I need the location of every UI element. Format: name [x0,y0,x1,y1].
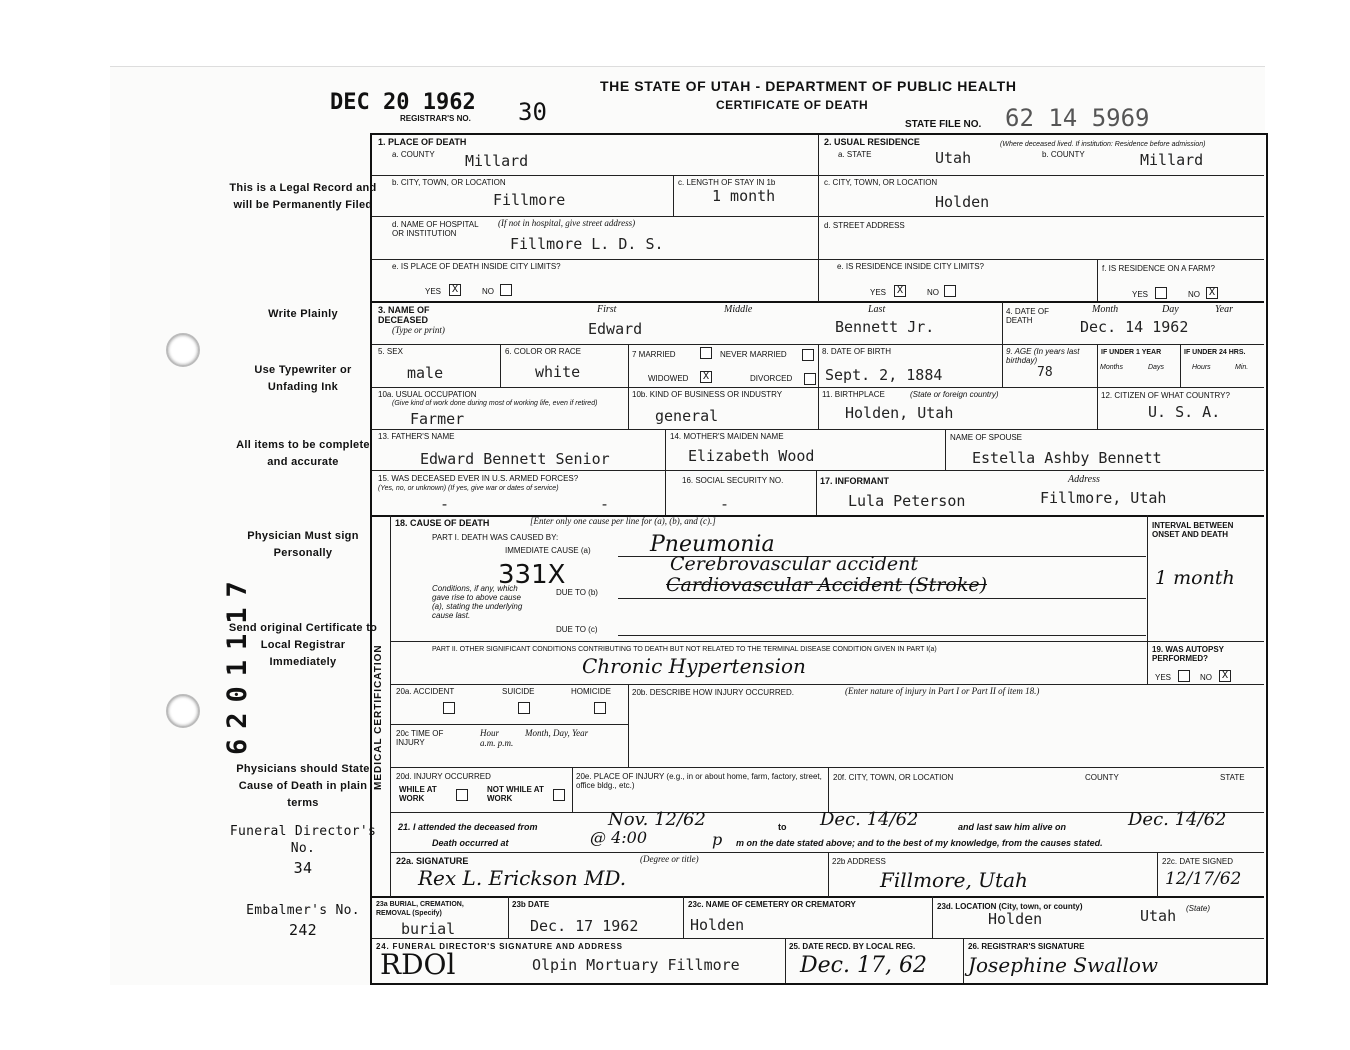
injury-city-label: 20f. CITY, TOWN, OR LOCATION [833,773,954,782]
usual-residence-label: 2. USUAL RESIDENCE [824,137,920,147]
birthplace-label: 11. BIRTHPLACE [822,390,885,399]
inside-city-limits-label: e. IS PLACE OF DEATH INSIDE CITY LIMITS? [392,262,561,271]
place-of-injury-label: 20e. PLACE OF INJURY (e.g., in or about home, farm, factory, street, office bldg., etc.) [576,772,822,790]
month-label: Month [1092,304,1119,315]
certificate-title: CERTIFICATE OF DEATH [716,98,869,112]
accident-label: 20a. ACCIDENT [396,687,455,696]
divorced-label: DIVORCED [750,374,793,383]
vertical-serial-number: 6201117 [222,571,253,755]
social-security-label: 16. SOCIAL SECURITY NO. [682,476,784,485]
middle-label: Middle [724,304,753,315]
registrar-signature-label: 26. REGISTRAR'S SIGNATURE [968,942,1085,951]
time-of-injury-label: 20c TIME OF INJURY [396,729,444,747]
date-of-death-label: 4. DATE OF DEATH [1006,307,1049,325]
occupation-note: (Give kind of work done during most of working life, even if retired) [392,400,598,407]
city-limits-yes-checkbox[interactable]: X [449,284,461,296]
conditions-note: Conditions, if any, which gave rise to above cause (a), stating the underlying cause last. [432,584,523,620]
punch-hole [166,333,200,367]
received-stamp: DEC 20 1962 [330,90,476,115]
burial-label: 23a BURIAL, CREMATION, REMOVAL (Specify) [376,901,464,917]
first-label: First [597,304,617,315]
burial-date-value: Dec. 17 1962 [530,917,639,935]
embalmer-no: 242 [289,921,317,939]
birthplace-note: (State or foreign country) [910,390,999,399]
burial-state-value: Utah [1140,907,1177,925]
burial-location-value: Holden [988,910,1043,928]
divorced-checkbox[interactable] [804,373,816,385]
under-one-year-label: IF UNDER 1 YEAR [1101,349,1162,356]
date-signed-label: 22c. DATE SIGNED [1162,857,1233,866]
residence-note: (Where deceased lived. If institution: Residence before admission) [1000,141,1206,148]
days-label: Days [1148,364,1164,371]
under-24-hrs-label: IF UNDER 24 HRS. [1184,349,1246,356]
part-two-value: Chronic Hypertension [582,654,806,678]
part-two-label: PART II. OTHER SIGNIFICANT CONDITIONS CONTRIBUTING TO DEATH BUT NOT RELATED TO THE TERMINAL DISEASE CONDITION GIVEN IN PART I(a) [432,646,937,653]
attended-label: 21. I attended the deceased from [398,822,538,832]
day-label: Day [1162,304,1179,315]
registrar-no-label: REGISTRAR'S NO. [400,114,471,123]
due-to-b-struck-value: Cardiovascular Accident (Stroke) [666,574,987,596]
immediate-cause-value: Pneumonia [650,532,775,557]
date-signed-value: 12/17/62 [1165,869,1242,889]
plain-terms-note: Physicians should State Cause of Death in plain terms [236,763,370,809]
widowed-label: WIDOWED [648,374,689,383]
immediate-cause-label: IMMEDIATE CAUSE (a) [505,546,591,555]
residence-city-value: Holden [935,193,990,211]
length-of-stay-value: 1 month [712,187,776,205]
while-at-work-label: WHILE AT WORK [399,785,437,803]
father-label: 13. FATHER'S NAME [378,432,455,441]
cause-note: [Enter only one cause per line for (a), (b), and (c).] [530,516,716,526]
hospital-value: Fillmore L. D. S. [510,235,664,253]
residence-limits-yes-checkbox[interactable]: X [894,285,906,297]
date-received-label: 25. DATE RECD. BY LOCAL REG. [789,942,916,951]
cemetery-value: Holden [690,916,745,934]
sex-label: 5. SEX [378,347,403,356]
funeral-director-signature-label: 24. FUNERAL DIRECTOR'S SIGNATURE AND ADDRESS [376,942,623,951]
funeral-director-signature: RDOl [380,948,456,981]
last-label: Last [868,304,886,315]
signature-label: 22a. SIGNATURE [396,856,469,866]
burial-state-label: (State) [1186,904,1211,913]
married-checkbox[interactable] [700,347,712,359]
street-address-label: d. STREET ADDRESS [824,221,905,230]
sex-value: male [407,364,444,382]
yes-label: YES [870,288,887,297]
describe-injury-label: 20b. DESCRIBE HOW INJURY OCCURRED. [632,688,794,697]
death-occurred-statement: m on the date stated above; and to the best of my knowledge, from the causes stated. [736,838,1103,848]
never-married-label: NEVER MARRIED [720,350,787,359]
never-married-checkbox[interactable] [802,349,814,361]
last-seen-value: Dec. 14/62 [1128,809,1227,830]
state-file-label: STATE FILE NO. [905,119,982,130]
no-label: NO [482,287,494,296]
suicide-checkbox[interactable] [518,702,530,714]
farm-yes-checkbox[interactable] [1155,287,1167,299]
farm-label: f. IS RESIDENCE ON A FARM? [1102,264,1215,273]
attended-from-value: Nov. 12/62 [608,809,706,830]
residence-state-label: a. STATE [838,150,872,159]
attended-to-value: Dec. 14/62 [820,809,919,830]
cemetery-label: 23c. NAME OF CEMETERY OR CREMATORY [688,900,856,909]
injury-state-label: STATE [1220,773,1245,782]
interval-value: 1 month [1155,567,1235,589]
residence-state-value: Utah [935,149,972,167]
spouse-label: NAME OF SPOUSE [950,433,1023,442]
place-of-death-label: 1. PLACE OF DEATH [378,137,467,147]
no-label: NO [927,288,939,297]
death-time-value: @ 4:00 [590,828,648,847]
birthplace-value: Holden, Utah [845,404,954,422]
occupation-value: Farmer [410,410,465,428]
injury-county-label: COUNTY [1085,773,1119,782]
married-label: 7 MARRIED [632,350,676,359]
residence-city-limits-label: e. IS RESIDENCE INSIDE CITY LIMITS? [837,262,984,271]
yes-label: YES [425,287,442,296]
not-while-at-work-label: NOT WHILE AT WORK [487,785,544,803]
state-department-heading: THE STATE OF UTAH - DEPARTMENT OF PUBLIC HEALTH [600,78,1017,94]
homicide-checkbox[interactable] [594,702,606,714]
death-city-value: Fillmore [493,191,566,209]
farm-no-checkbox[interactable]: X [1206,287,1218,299]
armed-forces-value: - [440,495,450,513]
race-label: 6. COLOR OR RACE [505,347,582,356]
residence-city-label: c. CITY, TOWN, OR LOCATION [824,178,938,187]
due-to-b-label: DUE TO (b) [556,588,598,597]
funeral-director-label: Funeral Director's No. [229,824,377,856]
business-label: 10b. KIND OF BUSINESS OR INDUSTRY [632,390,783,399]
cause-of-death-label: 18. CAUSE OF DEATH [395,518,490,528]
to-label: to [778,822,787,832]
date-of-death-value: Dec. 14 1962 [1080,318,1189,336]
month-day-year-label: Month, Day, Year [525,728,589,738]
due-to-c-label: DUE TO (c) [556,625,598,634]
autopsy-label: 19. WAS AUTOPSY PERFORMED? [1152,645,1224,663]
accident-checkbox[interactable] [443,702,455,714]
autopsy-no-checkbox[interactable]: X [1219,670,1231,682]
due-to-b-value: Cerebrovascular accident [670,553,918,575]
autopsy-yes-checkbox[interactable] [1178,670,1190,682]
last-saw-label: and last saw him alive on [958,822,1067,832]
citizen-label: 12. CITIZEN OF WHAT COUNTRY? [1101,391,1230,400]
funeral-director-no: 34 [293,859,313,877]
injury-occurred-label: 20d. INJURY OCCURRED [396,772,491,781]
complete-note: All items to be complete and accurate [236,439,370,468]
armed-forces-label: 15. WAS DECEASED EVER IN U.S. ARMED FORCES? [378,474,579,483]
cause-code: 331X [498,560,566,590]
physician-signature: Rex L. Erickson MD. [418,866,627,890]
homicide-label: HOMICIDE [571,687,611,696]
date-of-birth-label: 8. DATE OF BIRTH [822,347,892,356]
social-security-value: - [720,495,730,513]
registrar-no: 30 [518,98,547,126]
residence-limits-no-checkbox[interactable] [944,285,956,297]
typewriter-note: Use Typewriter or Unfading Ink [254,364,352,393]
city-label: b. CITY, TOWN, OR LOCATION [392,178,506,187]
physician-address-value: Fillmore, Utah [880,868,1028,892]
county-label: a. COUNTY [392,150,435,159]
armed-forces-dates: - [600,495,610,513]
not-while-at-work-checkbox[interactable] [553,789,565,801]
death-occurred-label: Death occurred at [432,838,509,848]
last-name-value: Bennett Jr. [835,318,935,336]
informant-address-value: Fillmore, Utah [1040,489,1167,507]
hospital-label: d. NAME OF HOSPITAL OR INSTITUTION [392,220,479,238]
spouse-value: Estella Ashby Bennett [972,449,1162,467]
age-label: 9. AGE (In years last birthday) [1006,347,1080,365]
yes-label: YES [1132,290,1149,299]
hours-label: Hours [1192,364,1211,371]
residence-county-label: b. COUNTY [1042,150,1085,159]
state-file-no: 62 14 5969 [1005,104,1150,132]
physician-address-label: 22b ADDRESS [832,857,886,866]
length-of-stay-label: c. LENGTH OF STAY IN 1b [678,178,776,187]
citizen-value: U. S. A. [1148,403,1221,421]
year-label: Year [1215,304,1233,315]
describe-injury-note: (Enter nature of injury in Part I or Part II of item 18.) [845,686,1040,696]
widowed-checkbox[interactable]: X [700,371,712,383]
hospital-note: (If not in hospital, give street address) [498,218,636,228]
yes-label: YES [1155,673,1172,682]
burial-date-label: 23b DATE [512,900,550,909]
months-label: Months [1100,364,1123,371]
death-time-suffix: p [712,830,723,849]
hour-label: Hour a.m. p.m. [480,728,514,748]
informant-address-label: Address [1068,474,1100,485]
send-original-note: Send original Certificate to Local Registrar Immediately [228,622,378,668]
physician-note: Physician Must sign Personally [247,530,359,559]
medical-certification-label: MEDICAL CERTIFICATION [373,644,384,790]
no-label: NO [1188,290,1200,299]
registrar-signature: Josephine Swallow [968,953,1159,977]
write-plainly-note: Write Plainly [268,308,338,320]
no-label: NO [1200,673,1212,682]
date-received-value: Dec. 17, 62 [800,953,927,978]
occupation-label: 10a. USUAL OCCUPATION [378,390,477,399]
while-at-work-checkbox[interactable] [456,789,468,801]
race-value: white [535,363,581,381]
business-value: general [655,407,719,425]
armed-forces-note: (Yes, no, or unknown) (If yes, give war or dates of service) [378,485,559,492]
funeral-director-address: Olpin Mortuary Fillmore [532,956,740,974]
min-label: Min. [1235,364,1249,371]
first-name-value: Edward [588,320,643,338]
death-county-value: Millard [465,152,529,170]
degree-label: (Degree or title) [640,854,699,864]
name-of-deceased-label: 3. NAME OF DECEASED [378,305,430,325]
mother-label: 14. MOTHER'S MAIDEN NAME [670,432,784,441]
burial-value: burial [401,920,456,938]
informant-value: Lula Peterson [848,492,966,510]
suicide-label: SUICIDE [502,687,535,696]
part-one-label: PART I. DEATH WAS CAUSED BY: [432,533,559,542]
interval-label: INTERVAL BETWEEN ONSET AND DEATH [1152,521,1234,539]
city-limits-no-checkbox[interactable] [500,284,512,296]
type-or-print-note: (Type or print) [392,325,445,335]
embalmer-label: Embalmer's No. [246,903,360,918]
legal-record-note: This is a Legal Record and will be Permanently Filed [229,182,377,211]
punch-hole [166,694,200,728]
informant-label: 17. INFORMANT [820,476,890,486]
burial-location-label: 23d. LOCATION (City, town, or county) [937,902,1083,911]
mother-value: Elizabeth Wood [688,447,815,465]
residence-county-value: Millard [1140,151,1204,169]
father-value: Edward Bennett Senior [420,450,610,468]
date-of-birth-value: Sept. 2, 1884 [825,366,943,384]
age-value: 78 [1037,365,1053,380]
